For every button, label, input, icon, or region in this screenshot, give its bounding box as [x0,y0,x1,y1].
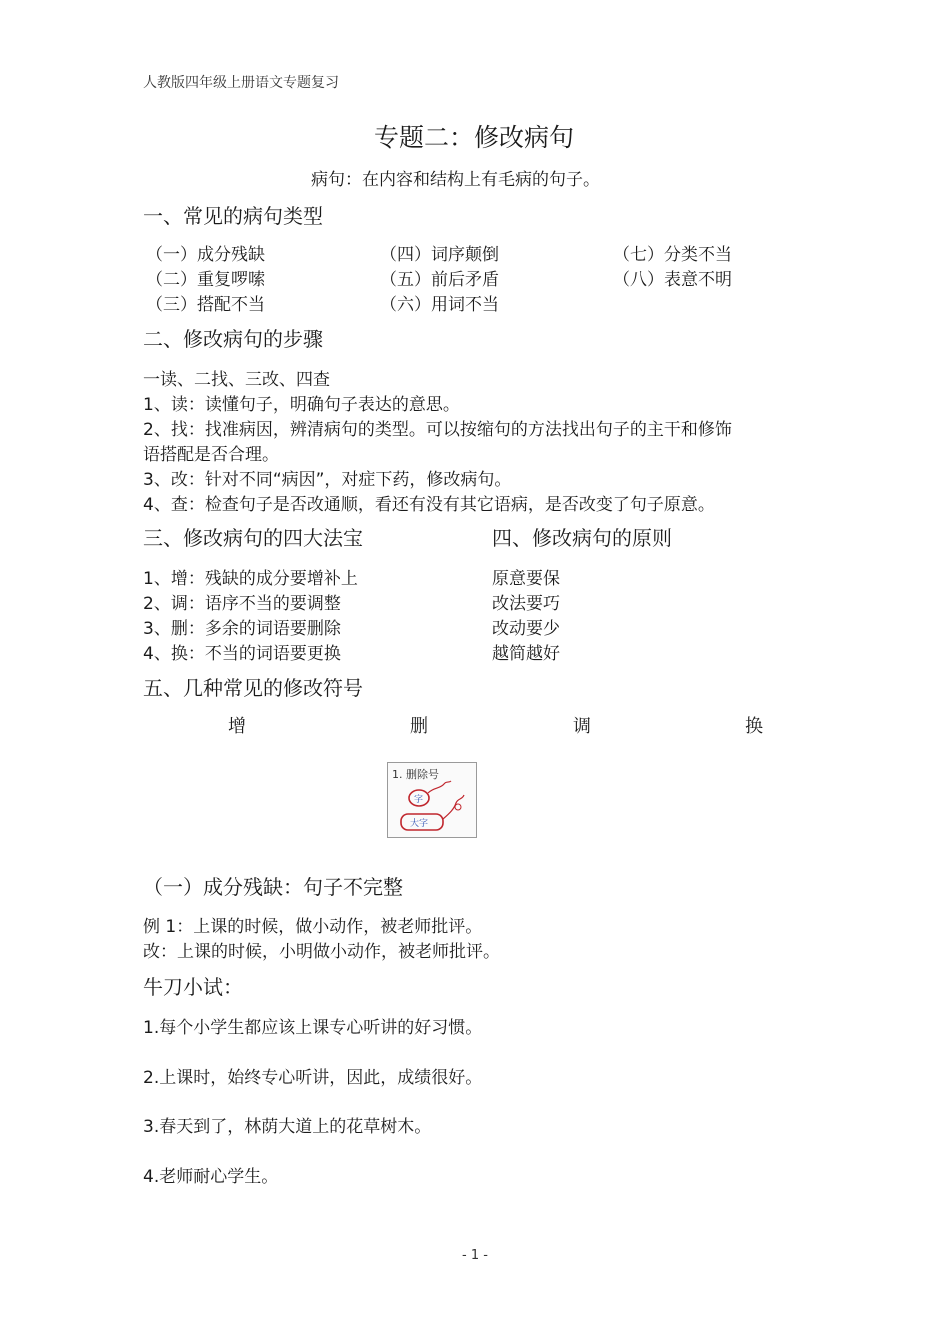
practice-item: 2.上课时，始终专心听讲，因此，成绩很好。 [143,1068,483,1088]
page-header: 人教版四年级上册语文专题复习 [143,75,339,91]
step-line: 4、查：检查句子是否改通顺，看还有没有其它语病，是否改变了句子原意。 [143,495,715,515]
deletion-mark-figure [387,762,477,838]
symbol-label: 调 [573,716,591,737]
type-item: （四）词序颠倒 [380,245,499,265]
practice-item: 3.春天到了，林荫大道上的花草树木。 [143,1117,432,1137]
step-line: 1、读：读懂句子，明确句子表达的意思。 [143,395,460,415]
section1-heading: 一、常见的病句类型 [143,204,323,228]
type-item: （二）重复啰嗦 [146,270,265,290]
method-item: 2、调：语序不当的要调整 [143,594,341,614]
method-item: 4、换：不当的词语要更换 [143,644,341,664]
type-item: （六）用词不当 [380,295,499,315]
section3-heading: 三、修改病句的四大法宝 [143,526,363,550]
definition: 病句：在内容和结构上有毛病的句子。 [311,170,600,190]
step-line: 2、找：找准病因，辨清病句的类型。可以按缩句的方法找出句子的主干和修饰 [143,420,732,440]
figure-box1: 字 [414,795,424,805]
page-number: - 1 - [462,1248,488,1263]
type-item: （三）搭配不当 [146,295,265,315]
type-item: （七）分类不当 [613,245,732,265]
step-line: 一读、二找、三改、四查 [143,370,330,390]
part1-heading: （一）成分残缺：句子不完整 [143,875,403,899]
method-item: 3、删：多余的词语要删除 [143,619,341,639]
type-item: （五）前后矛盾 [380,270,499,290]
type-item: （一）成分残缺 [146,245,265,265]
section4-heading: 四、修改病句的原则 [492,526,672,550]
practice-item: 4.老师耐心学生。 [143,1167,279,1187]
symbol-label: 删 [410,716,428,737]
type-item: （八）表意不明 [613,270,732,290]
figure-caption: 1. 删除号 [392,768,439,781]
corrected-sentence: 改：上课的时候，小明做小动作，被老师批评。 [143,942,500,962]
page-title: 专题二：修改病句 [374,123,575,152]
principle-item: 原意要保 [492,569,560,589]
step-line: 3、改：针对不同“病因”，对症下药，修改病句。 [143,470,512,490]
section2-heading: 二、修改病句的步骤 [143,327,323,351]
symbol-label: 换 [745,716,763,737]
deletion-mark-illustration [388,763,476,837]
method-item: 1、增：残缺的成分要增补上 [143,569,358,589]
example-sentence: 例 1：上课的时候，做小动作，被老师批评。 [143,917,483,937]
step-line: 语搭配是否合理。 [143,445,279,465]
principle-item: 越简越好 [492,644,560,664]
practice-item: 1.每个小学生都应该上课专心听讲的好习惯。 [143,1018,483,1038]
principle-item: 改动要少 [492,619,560,639]
symbol-label: 增 [228,716,246,737]
principle-item: 改法要巧 [492,594,560,614]
section5-heading: 五、几种常见的修改符号 [143,676,363,700]
practice-heading: 牛刀小试： [143,975,243,999]
figure-box2: 大字 [410,819,429,829]
